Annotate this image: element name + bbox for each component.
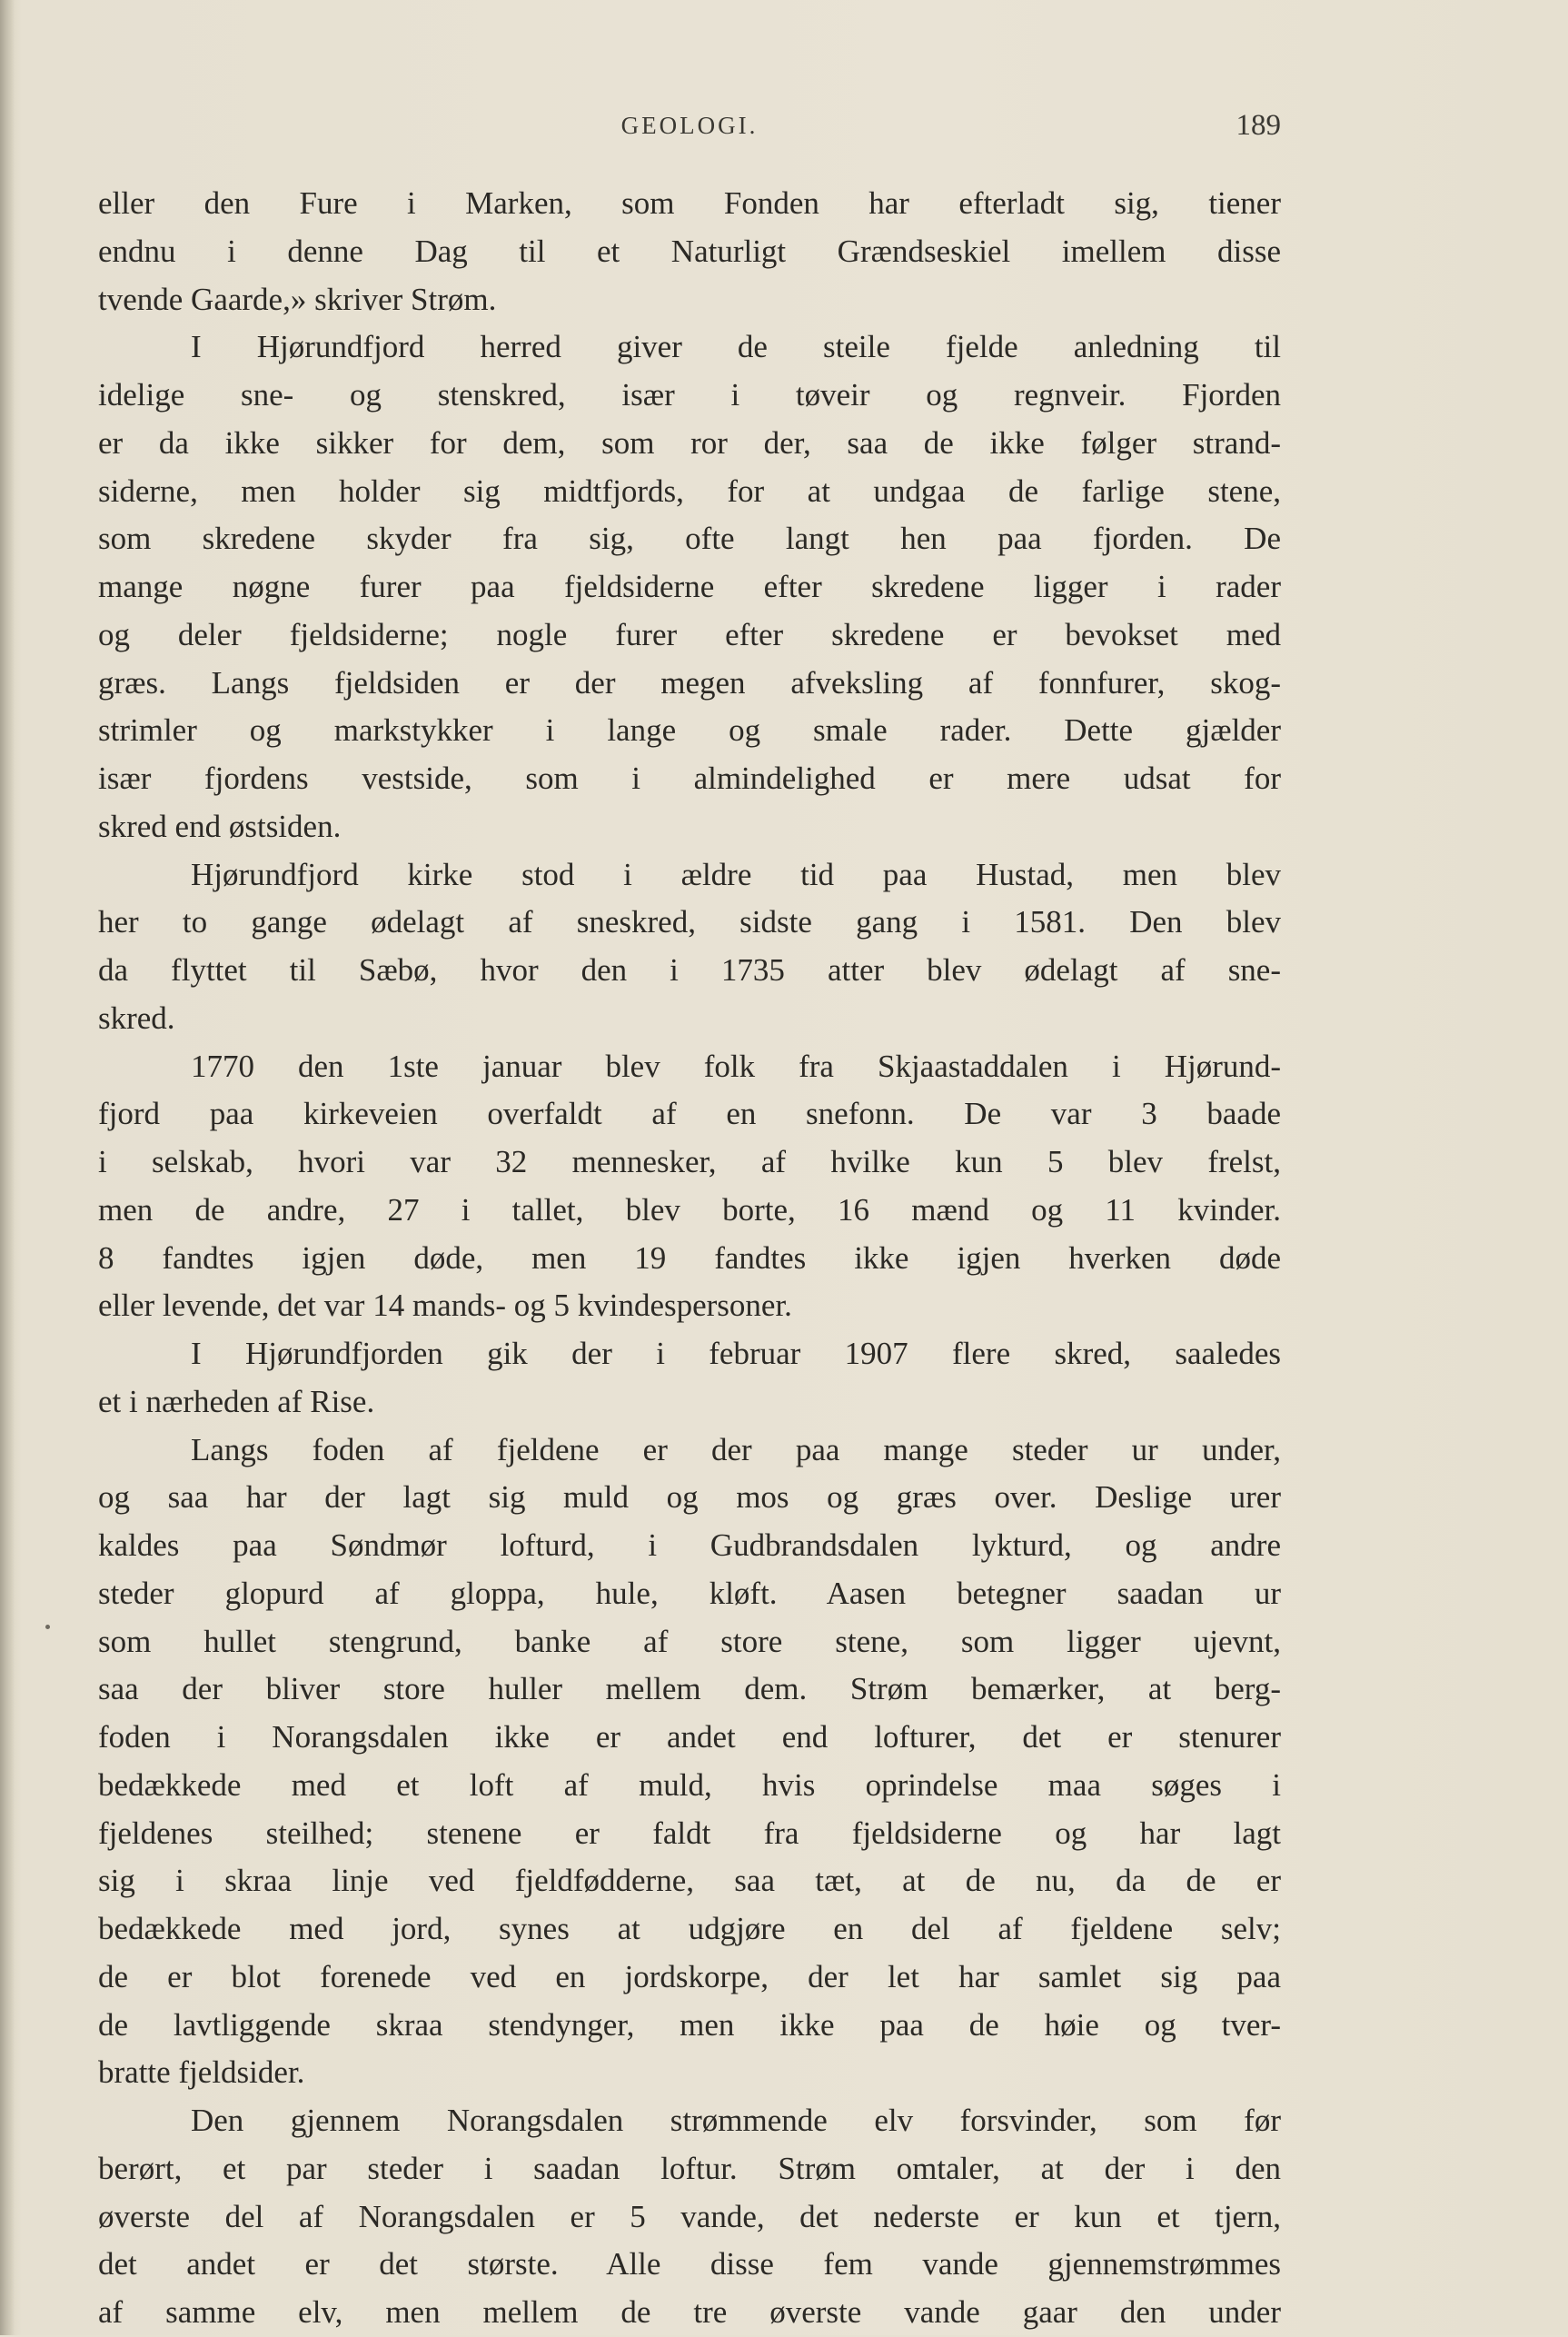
running-title: GEOLOGI. <box>620 112 759 139</box>
text-line: eller den Fure i Marken, som Fonden har efterladt sig, tiener <box>98 185 1281 221</box>
text-line: foden i Norangsdalen ikke er andet end lofturer, det er stenurer <box>98 1719 1281 1755</box>
text-line: fjeldenes steilhed; stenene er faldt fra fjeldsiderne og har lagt <box>98 1815 1281 1851</box>
page-number: 189 <box>1236 109 1281 142</box>
text-line: græs. Langs fjeldsiden er der megen afveksling af fonnfurer, skog- <box>98 664 1281 701</box>
text-line: og saa har der lagt sig muld og mos og græs over. Deslige urer <box>98 1479 1281 1516</box>
text-line: især fjordens vestside, som i almindelighed er mere udsat for <box>98 761 1281 796</box>
text-line: siderne, men holder sig midtfjords, for at undgaa de farlige stene, <box>98 472 1281 509</box>
page-binding-shadow <box>0 0 15 2335</box>
text-line: og deler fjeldsiderne; nogle furer efter skredene er bevokset med <box>98 616 1281 652</box>
text-line: 1770 den 1ste januar blev folk fra Skjaastaddalen i Hjørund- <box>191 1048 1281 1084</box>
text-line: af samme elv, men mellem de tre øverste vande gaar den under <box>98 2294 1281 2330</box>
margin-speck <box>45 1625 50 1629</box>
page-header <box>98 107 1281 144</box>
text-line: fjord paa kirkeveien overfaldt af en snefonn. De var 3 baade <box>98 1096 1281 1132</box>
text-line: tvende Gaarde,» skriver Strøm. <box>98 281 497 317</box>
text-line: idelige sne- og stenskred, især i tøveir og regnveir. Fjorden <box>98 377 1281 413</box>
text-line: som hullet stengrund, banke af store stene, som ligger ujevnt, <box>98 1623 1281 1659</box>
text-line: men de andre, 27 i tallet, blev borte, 16 mænd og 11 kvinder. <box>98 1191 1281 1228</box>
text-line: Hjørundfjord kirke stod i ældre tid paa Hustad, men blev <box>191 856 1281 892</box>
text-line: et i nærheden af Rise. <box>98 1383 375 1419</box>
body-text <box>98 180 1281 2337</box>
text-line: saa der bliver store huller mellem dem. Strøm bemærker, at berg- <box>98 1671 1281 1707</box>
text-line: bedækkede med et loft af muld, hvis oprindelse maa søges i <box>98 1766 1281 1803</box>
text-line: Langs foden af fjeldene er der paa mange steder ur under, <box>191 1431 1281 1467</box>
text-line: øverste del af Norangsdalen er 5 vande, det nederste er kun et tjern, <box>98 2198 1281 2234</box>
text-line: er da ikke sikker for dem, som ror der, saa de ikke følger strand- <box>98 424 1281 461</box>
text-line: det andet er det største. Alle disse fem vande gjennemstrømmes <box>98 2246 1281 2282</box>
text-line: skred end østsiden. <box>98 808 342 844</box>
text-line: endnu i denne Dag til et Naturligt Grændseskiel imellem disse <box>98 233 1281 269</box>
text-line: sig i skraa linje ved fjeldfødderne, saa tæt, at de nu, da de er <box>98 1863 1281 1899</box>
text-line: strimler og markstykker i lange og smale rader. Dette gjælder <box>98 712 1281 749</box>
text-line: bedækkede med jord, synes at udgjøre en del af fjeldene selv; <box>98 1911 1281 1946</box>
text-line: berørt, et par steder i saadan loftur. Strøm omtaler, at der i den <box>98 2150 1281 2186</box>
text-line: 8 fandtes igjen døde, men 19 fandtes ikke igjen hverken døde <box>98 1239 1281 1276</box>
text-line: som skredene skyder fra sig, ofte langt hen paa fjorden. De <box>98 521 1281 557</box>
text-line: mange nøgne furer paa fjeldsiderne efter skredene ligger i rader <box>98 569 1281 604</box>
text-line: kaldes paa Søndmør lofturd, i Gudbrandsdalen lykturd, og andre <box>98 1527 1281 1563</box>
text-line: de lavtliggende skraa stendynger, men ikke paa de høie og tver- <box>98 2006 1281 2043</box>
text-line: I Hjørundfjord herred giver de steile fjelde anledning til <box>191 329 1281 365</box>
text-line: Den gjennem Norangsdalen strømmende elv forsvinder, som før <box>191 2103 1281 2138</box>
text-line: bratte fjeldsider. <box>98 2054 305 2091</box>
text-line: i selskab, hvori var 32 mennesker, af hvilke kun 5 blev frelst, <box>98 1144 1281 1179</box>
text-line: de er blot forenede ved en jordskorpe, der let har samlet sig paa <box>98 1958 1281 1994</box>
text-line: I Hjørundfjorden gik der i februar 1907 flere skred, saaledes <box>191 1336 1281 1371</box>
text-line: steder glopurd af gloppa, hule, kløft. Aasen betegner saadan ur <box>98 1575 1281 1611</box>
text-line: her to gange ødelagt af sneskred, sidste gang i 1581. Den blev <box>98 904 1281 940</box>
text-line: da flyttet til Sæbø, hvor den i 1735 atter blev ødelagt af sne- <box>98 952 1281 988</box>
text-line: skred. <box>98 999 175 1036</box>
text-line: eller levende, det var 14 mands- og 5 kvindespersoner. <box>98 1288 792 1324</box>
